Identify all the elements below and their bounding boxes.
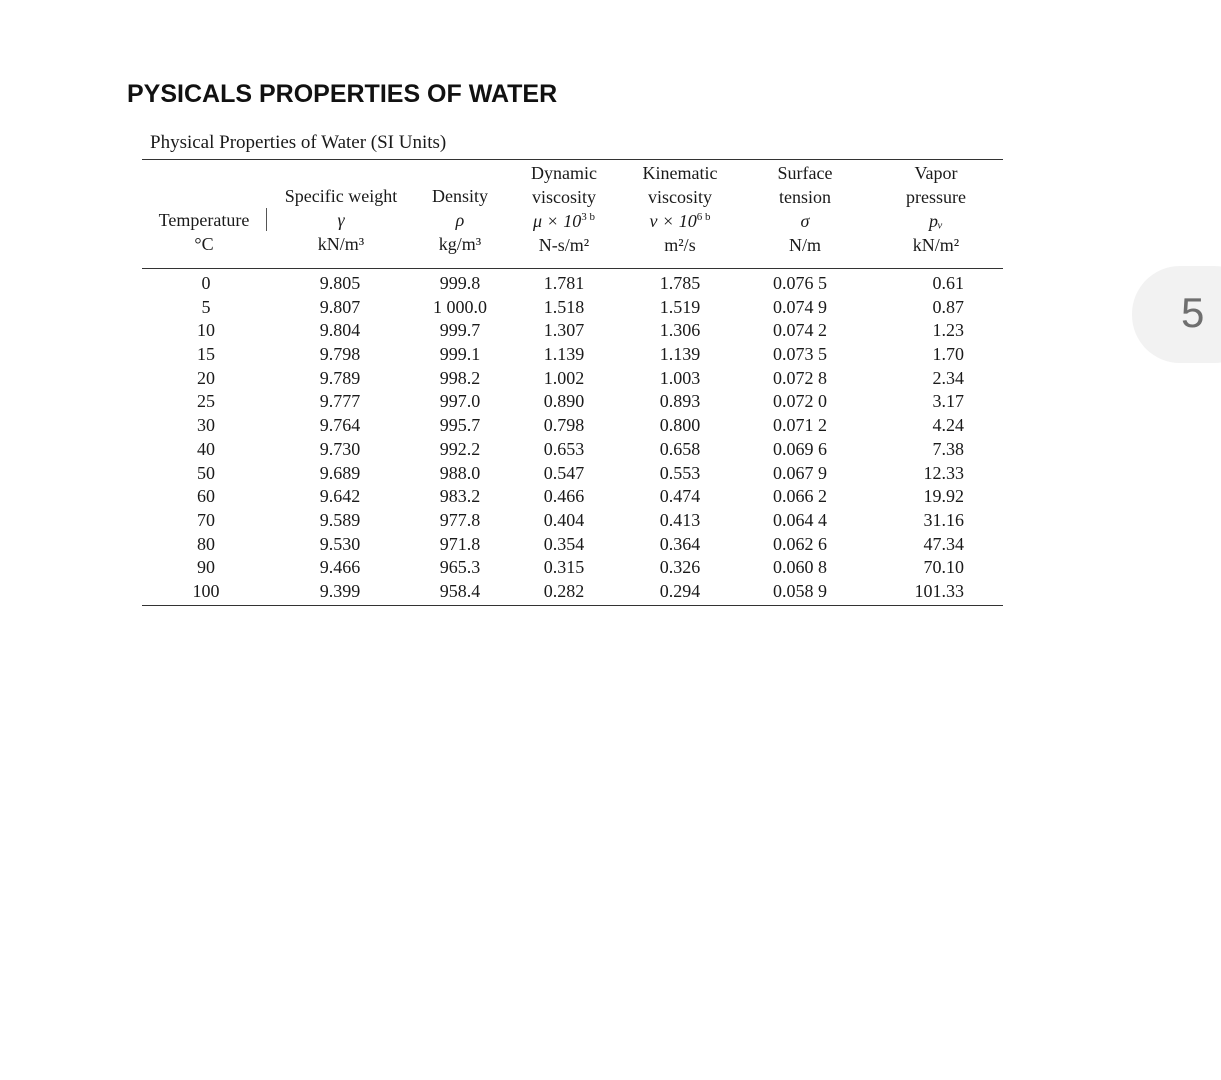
table-cell: 0.893 <box>659 391 701 412</box>
header-specific-weight-unit: kN/m³ <box>317 234 365 254</box>
table-cell: 999.1 <box>439 344 481 365</box>
table-cell: 0.61 <box>932 273 964 293</box>
column-temperature <box>193 272 220 604</box>
column-surface-tension <box>773 272 827 604</box>
column-vapor-pressure <box>902 272 964 604</box>
header-vapor-pressure-symbol: pᵥ <box>928 211 944 231</box>
table-cell: 1.306 <box>659 320 701 341</box>
table-cell: 1.518 <box>543 296 585 317</box>
table-cell: 0.062 6 <box>773 533 827 554</box>
header-vapor-pressure-unit: kN/m² <box>912 235 960 255</box>
header-density-symbol: ρ <box>455 210 465 230</box>
table-cell: 0.072 8 <box>773 367 827 388</box>
column-dynamic-viscosity <box>544 272 585 604</box>
header-kinematic-viscosity <box>643 161 718 257</box>
table-caption: Physical Properties of Water (SI Units) <box>150 132 447 153</box>
header-temperature-label: Temperature <box>158 210 250 230</box>
table-cell: 40 <box>197 438 215 459</box>
table-cell: 15 <box>197 344 215 365</box>
table-cell: 0.800 <box>659 415 701 436</box>
table-cell: 0.474 <box>659 486 701 507</box>
header-dynamic-viscosity-label-2: viscosity <box>531 187 597 207</box>
table-cell: 0.364 <box>659 533 701 554</box>
table-cell: 1.307 <box>543 320 585 341</box>
table-cell: 12.33 <box>923 462 964 483</box>
table-cell: 1.785 <box>659 273 701 293</box>
table-cell: 1.002 <box>543 367 585 388</box>
table-cell: 0.074 9 <box>773 296 827 317</box>
table-cell: 1.519 <box>659 296 701 317</box>
header-dynamic-viscosity-unit: N-s/m² <box>538 235 590 255</box>
table-cell: 0.071 2 <box>773 415 827 436</box>
header-dynamic-viscosity-label-1: Dynamic <box>531 163 597 183</box>
table-cell: 977.8 <box>439 509 481 530</box>
table-cell: 9.798 <box>319 344 361 365</box>
table-cell: 9.804 <box>319 320 361 341</box>
header-surface-tension-unit: N/m <box>788 235 821 255</box>
header-surface-tension-label-1: Surface <box>777 163 833 183</box>
header-surface-tension <box>778 161 833 257</box>
table-cell: 10 <box>197 320 215 341</box>
header-kinematic-viscosity-symbol: $v \times 10^{6 b}$ <box>649 211 711 231</box>
table-header-rule <box>142 268 1003 269</box>
table-cell: 0.658 <box>659 438 701 459</box>
table-cell: 0.066 2 <box>773 486 827 507</box>
table-cell: 997.0 <box>439 391 481 412</box>
table-cell: 9.399 <box>319 580 361 601</box>
header-vapor-pressure <box>906 161 966 257</box>
table-cell: 60 <box>197 486 215 507</box>
table-cell: 80 <box>197 533 215 554</box>
table-cell: 0.074 2 <box>773 320 827 341</box>
header-kinematic-viscosity-label-1: Kinematic <box>642 163 718 183</box>
table-cell: 0.466 <box>543 486 585 507</box>
header-density-unit: kg/m³ <box>438 234 482 254</box>
table-cell: 101.33 <box>914 580 964 601</box>
table-cell: 4.24 <box>932 415 964 436</box>
table-cell: 9.589 <box>319 509 361 530</box>
table-cell: 0.294 <box>659 580 701 601</box>
table-cell: 9.764 <box>319 415 361 436</box>
table-cell: 995.7 <box>439 415 481 436</box>
table-cell: 50 <box>197 462 215 483</box>
table-cell: 998.2 <box>439 367 481 388</box>
header-density-label: Density <box>432 186 488 206</box>
table-cell: 20 <box>197 367 215 388</box>
table-cell: 999.8 <box>439 273 481 293</box>
table-cell: 9.730 <box>319 438 361 459</box>
table-cell: 0.064 4 <box>773 509 827 530</box>
header-temperature <box>159 208 250 256</box>
page-indicator-number: 5 <box>1181 289 1205 336</box>
table-bottom-rule <box>142 605 1003 606</box>
table-cell: 0.067 9 <box>773 462 827 483</box>
table-cell: 992.2 <box>439 438 481 459</box>
table-cell: 0.890 <box>543 391 585 412</box>
header-specific-weight <box>285 184 397 256</box>
table-cell: 9.530 <box>319 533 361 554</box>
table-cell: 0.058 9 <box>773 580 827 601</box>
table-cell: 965.3 <box>439 557 481 578</box>
header-surface-tension-symbol: σ <box>800 211 810 231</box>
table-cell: 1.23 <box>932 320 964 341</box>
table-cell: 1.781 <box>543 273 585 293</box>
table-cell: 0.073 5 <box>773 344 827 365</box>
table-cell: 1.139 <box>543 344 585 365</box>
table-cell: 25 <box>197 391 215 412</box>
header-vapor-pressure-label-2: pressure <box>906 187 966 207</box>
table-cell: 30 <box>197 415 215 436</box>
table-cell: 971.8 <box>439 533 481 554</box>
table-cell: 0.060 8 <box>773 557 827 578</box>
header-specific-weight-symbol: γ <box>337 210 345 230</box>
table-cell: 0.072 0 <box>773 391 827 412</box>
column-specific-weight <box>320 272 361 604</box>
table-cell: 958.4 <box>439 580 481 601</box>
header-specific-weight-label: Specific weight <box>284 186 398 206</box>
table-cell: 983.2 <box>439 486 481 507</box>
table-cell: 1.70 <box>932 344 964 365</box>
header-dynamic-viscosity <box>531 161 597 257</box>
header-density <box>432 184 488 256</box>
header-dynamic-viscosity-symbol: $\mu \times 10^{3 b}$ <box>533 211 595 231</box>
table-cell: 1.003 <box>659 367 701 388</box>
table-cell: 0.315 <box>543 557 585 578</box>
table-cell: 0 <box>201 273 211 293</box>
table-cell: 0.87 <box>932 296 964 317</box>
table-cell: 0.326 <box>659 557 701 578</box>
table-cell: 0.282 <box>543 580 585 601</box>
table-cell: 9.642 <box>319 486 361 507</box>
table-cell: 0.653 <box>543 438 585 459</box>
header-separator <box>266 208 267 231</box>
table-cell: 0.547 <box>543 462 585 483</box>
header-kinematic-viscosity-label-2: viscosity <box>647 187 713 207</box>
table-cell: 90 <box>197 557 215 578</box>
table-cell: 1 000.0 <box>433 296 487 317</box>
header-surface-tension-label-2: tension <box>779 187 831 207</box>
table-cell: 2.34 <box>932 367 964 388</box>
header-vapor-pressure-label-1: Vapor <box>914 163 958 183</box>
table-cell: 31.16 <box>923 509 964 530</box>
table-top-rule <box>142 159 1003 160</box>
table-cell: 0.069 6 <box>773 438 827 459</box>
header-kinematic-viscosity-unit: m²/s <box>664 235 696 255</box>
table-cell: 0.413 <box>659 509 701 530</box>
page-indicator-tab[interactable] <box>1132 266 1221 363</box>
table-cell: 999.7 <box>439 320 481 341</box>
table-cell: 9.689 <box>319 462 361 483</box>
table-cell: 0.076 5 <box>773 273 827 293</box>
page-heading: PYSICALS PROPERTIES OF WATER <box>127 80 558 108</box>
column-kinematic-viscosity <box>660 272 701 604</box>
table-cell: 1.139 <box>659 344 701 365</box>
table-cell: 9.466 <box>319 557 361 578</box>
table-cell: 9.807 <box>319 296 361 317</box>
table-cell: 988.0 <box>439 462 481 483</box>
table-cell: 9.789 <box>319 367 361 388</box>
table-cell: 100 <box>192 580 220 601</box>
table-cell: 9.805 <box>319 273 361 293</box>
table-cell: 9.777 <box>319 391 361 412</box>
table-cell: 5 <box>201 296 211 317</box>
column-density <box>433 272 487 604</box>
water-properties-table <box>142 128 1012 618</box>
table-cell: 70 <box>197 509 215 530</box>
table-cell: 0.553 <box>659 462 701 483</box>
table-cell: 19.92 <box>923 486 964 507</box>
table-cell: 3.17 <box>932 391 964 412</box>
table-cell: 0.354 <box>543 533 585 554</box>
table-cell: 0.798 <box>543 415 585 436</box>
table-cell: 7.38 <box>932 438 964 459</box>
table-cell: 70.10 <box>923 557 964 578</box>
table-cell: 0.404 <box>543 509 585 530</box>
header-temperature-unit: °C <box>194 234 214 254</box>
table-cell: 47.34 <box>923 533 964 554</box>
